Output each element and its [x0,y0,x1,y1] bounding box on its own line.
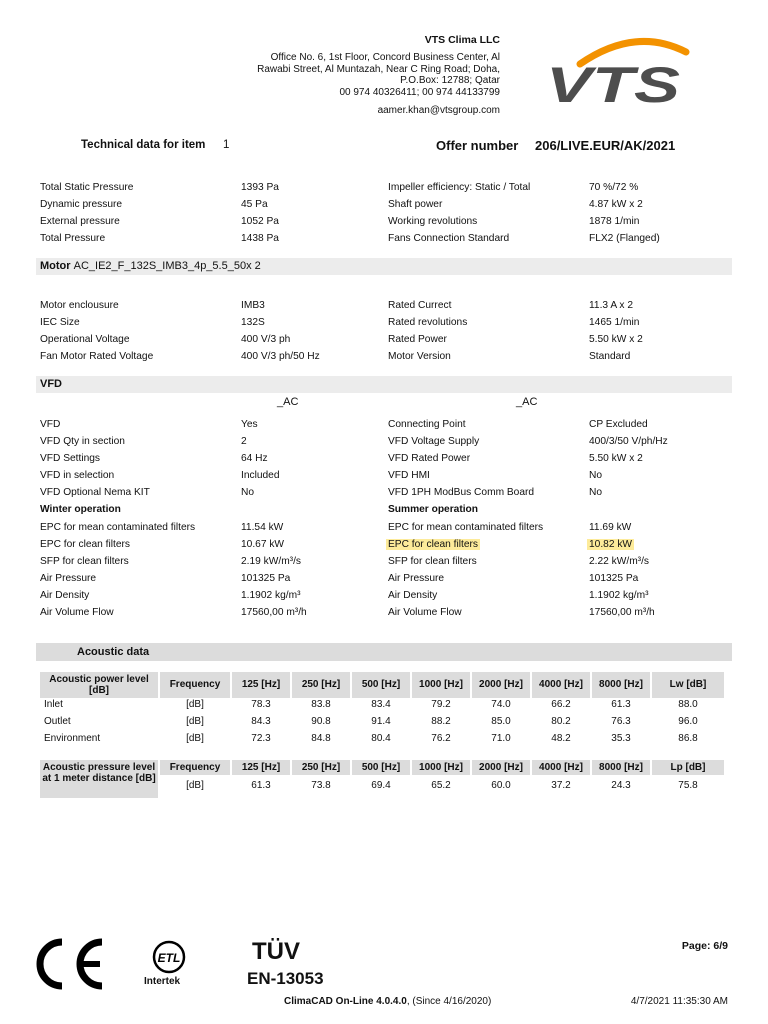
page-number: Page: 6/9 [681,940,728,952]
table-cell: 83.8 [311,699,331,710]
item-number: 1 [223,139,230,151]
param-label: VFD Optional Nema KIT [40,487,150,498]
param-label: VFD 1PH ModBus Comm Board [388,487,535,498]
table-cell: 76.2 [431,733,451,744]
param-value: 2.19 kW/m³/s [241,556,302,567]
vfd-data-row [0,451,768,468]
param-value: Yes [241,419,258,430]
table-header: 125 [Hz] [232,672,290,698]
en-standard-text: EN-13053 [247,969,324,988]
table-cell: 60.0 [491,780,511,791]
acoustic-section-header [36,643,732,661]
param-label: VFD Voltage Supply [388,436,480,447]
param-value: 1878 1/min [589,216,640,227]
app-since: , (Since 4/16/2020) [406,996,492,1007]
param-value: IMB3 [241,300,265,311]
param-value: Included [241,470,280,481]
table-cell: 83.4 [371,699,391,710]
table-header: 4000 [Hz] [532,672,590,698]
vfd-data-row [0,417,768,434]
table-cell: 71.0 [491,733,511,744]
row-label: Outlet [44,716,71,727]
param-label: VFD Rated Power [388,453,471,464]
motor-label: Motor [40,260,71,272]
print-timestamp: 4/7/2021 11:35:30 AM [630,996,728,1007]
company-name: VTS Clima LLC [424,34,500,46]
table-cell: 69.4 [371,780,391,791]
param-label: Rated revolutions [388,317,468,328]
param-label: Operational Voltage [40,334,130,345]
param-label: VFD [40,419,61,430]
table-cell: 65.2 [431,780,451,791]
param-value: 400/3/50 V/ph/Hz [589,436,668,447]
param-label: Air Pressure [40,573,97,584]
table-header: 8000 [Hz] [592,760,650,775]
technical-data-title: Technical data for item [81,139,206,151]
param-label: VFD HMI [388,470,430,481]
table-cell: 96.0 [678,716,698,727]
app-name: ClimaCAD On-Line 4.0.4.0 [284,996,407,1007]
param-label: Rated Currect [388,300,452,311]
contact-email: aamer.khan@vtsgroup.com [377,105,500,116]
table-cell: 80.2 [551,716,571,727]
fan-data-row [0,214,768,231]
motor-model: AC_IE2_F_132S_IMB3_4p_5.5_50x 2 [73,260,261,272]
table-cell: 80.4 [371,733,391,744]
logo-text: VTS [546,57,680,110]
operation-data-row [0,571,768,588]
table-cell: 37.2 [551,780,571,791]
param-label: IEC Size [40,317,80,328]
param-label: EPC for mean contaminated filters [40,522,196,533]
param-label: VFD in selection [40,470,115,481]
address-line: 00 974 40326411; 00 974 44133799 [339,86,500,98]
param-value: 132S [241,317,265,328]
table-cell: 48.2 [551,733,571,744]
offer-number-value: 206/LIVE.EUR/AK/2021 [535,138,676,153]
param-value: 70 %/72 % [589,182,639,193]
table-header: 4000 [Hz] [532,760,590,775]
table-cell: 66.2 [551,699,571,710]
param-label: Impeller efficiency: Static / Total [388,182,531,193]
param-value: 101325 Pa [589,573,639,584]
param-value: 4.87 kW x 2 [589,199,643,210]
etl-intertek-mark [138,940,198,990]
param-value: 2 [241,436,247,447]
power-table-corner: Acoustic power level [dB] [40,672,158,698]
param-label: Total Pressure [40,233,106,244]
param-label: Working revolutions [388,216,478,227]
table-cell: 76.3 [611,716,631,727]
param-value: 1.1902 kg/m³ [589,590,649,601]
motor-section-header [36,258,732,275]
row-label: Environment [44,733,101,744]
table-cell: [dB] [186,733,204,744]
table-header: Lp [dB] [652,760,724,775]
table-header: Frequency [160,672,230,698]
motor-data-row [0,349,768,366]
param-label: VFD Qty in section [40,436,125,447]
pressure-table-corner: Acoustic pressure level at 1 meter distance [dB] [40,760,158,798]
table-cell: 72.3 [251,733,271,744]
param-label: EPC for mean contaminated filters [388,522,544,533]
etl-icon [152,940,186,974]
table-header: Lw [dB] [652,672,724,698]
param-label: Connecting Point [388,419,466,430]
param-value: 1.1902 kg/m³ [241,590,301,601]
table-cell: 88.2 [431,716,451,727]
table-header: 8000 [Hz] [592,672,650,698]
offer-number-label: Offer number [436,138,519,153]
param-value: No [589,487,603,498]
table-cell: 84.3 [251,716,271,727]
param-value: FLX2 (Flanged) [589,233,660,244]
table-cell: 88.0 [678,699,698,710]
table-header: 1000 [Hz] [412,672,470,698]
table-header: 500 [Hz] [352,672,410,698]
table-cell: 75.8 [678,780,698,791]
param-value: No [241,487,255,498]
vfd-label: VFD [40,378,62,390]
param-label: Air Density [40,590,90,601]
param-label: SFP for clean filters [40,556,129,567]
param-value: 400 V/3 ph [241,334,291,345]
param-value: 400 V/3 ph/50 Hz [241,351,320,362]
summer-operation-title: Summer operation [388,504,479,515]
param-label: Total Static Pressure [40,182,134,193]
vfd-data-row [0,468,768,485]
param-label: Air Density [388,590,438,601]
param-value: 10.67 kW [241,539,285,550]
row-label: Inlet [44,699,63,710]
table-cell: [dB] [186,699,204,710]
operation-data-row [0,588,768,605]
param-label: Motor enclousure [40,300,119,311]
param-label: Fans Connection Standard [388,233,510,244]
param-label: EPC for clean filters [40,539,131,550]
table-cell: 78.3 [251,699,271,710]
param-label: External pressure [40,216,120,227]
table-header: 250 [Hz] [292,672,350,698]
operation-titles-row [0,502,768,519]
motor-data-row [0,315,768,332]
param-label: Shaft power [388,199,443,210]
param-value: 45 Pa [241,199,268,210]
address-line: Office No. 6, 1st Floor, Concord Business Center, Al [270,52,500,63]
table-cell: 84.8 [311,733,331,744]
table-header: 125 [Hz] [232,760,290,775]
param-label: VFD Settings [40,453,101,464]
param-label: Rated Power [388,334,447,345]
param-value: 17560,00 m³/h [241,607,307,618]
table-cell: 91.4 [371,716,391,727]
param-value: 5.50 kW x 2 [589,453,643,464]
vts-logo [540,30,690,110]
table-header: 250 [Hz] [292,760,350,775]
fan-data-row [0,231,768,248]
table-cell: 61.3 [611,699,631,710]
param-value: No [589,470,603,481]
param-label: Air Pressure [388,573,445,584]
param-value: 17560,00 m³/h [589,607,655,618]
software-version [284,996,491,1007]
param-label: Motor Version [388,351,451,362]
highlighted-param-label: EPC for clean filters [388,539,479,550]
table-cell: 73.8 [311,780,331,791]
vfd-section-header [36,376,732,393]
table-cell: 79.2 [431,699,451,710]
table-header: 2000 [Hz] [472,760,530,775]
vfd-data-row [0,434,768,451]
param-value: 1052 Pa [241,216,279,227]
operation-data-row [0,537,768,554]
table-cell: 74.0 [491,699,511,710]
table-cell: [dB] [186,716,204,727]
param-label: Air Volume Flow [40,607,114,618]
param-value: 5.50 kW x 2 [589,334,643,345]
motor-data-row [0,298,768,315]
param-value: 1438 Pa [241,233,279,244]
operation-data-row [0,520,768,537]
table-cell: 90.8 [311,716,331,727]
motor-data-row [0,332,768,349]
table-cell: 24.3 [611,780,631,791]
param-value: 101325 Pa [241,573,291,584]
param-label: Dynamic pressure [40,199,123,210]
table-header: 1000 [Hz] [412,760,470,775]
param-label: SFP for clean filters [388,556,477,567]
param-label: Fan Motor Rated Voltage [40,351,154,362]
address-line: Rawabi Street, Al Muntazah, Near C Ring Road; Doha, [257,63,500,75]
table-cell: 85.0 [491,716,511,727]
param-label: Air Volume Flow [388,607,462,618]
param-value: 64 Hz [241,453,268,464]
table-cell: 35.3 [611,733,631,744]
operation-data-row [0,554,768,571]
param-value: 1393 Pa [241,182,279,193]
param-value: CP Excluded [589,419,648,430]
param-value: 1465 1/min [589,317,640,328]
param-value: 11.54 kW [241,522,284,533]
fan-data-row [0,197,768,214]
table-header: 500 [Hz] [352,760,410,775]
winter-operation-title: Winter operation [40,504,121,515]
fan-data-row [0,180,768,197]
vfd-data-row [0,485,768,502]
param-value: 11.3 A x 2 [589,300,633,311]
address-line: P.O.Box: 12788; Qatar [400,75,500,86]
table-header: 2000 [Hz] [472,672,530,698]
table-header: Frequency [160,760,230,775]
ce-mark-icon [34,936,108,992]
etl-text: ETL [157,951,181,965]
table-cell: 86.8 [678,733,698,744]
table-cell: [dB] [186,780,204,791]
param-value: Standard [589,351,631,362]
highlighted-param-value: 10.82 kW [589,539,633,550]
acoustic-title: Acoustic data [77,646,150,658]
vfd-ac-label-right: _AC [516,396,538,408]
vfd-ac-label-left: _AC [277,396,299,408]
company-address [230,52,500,98]
tuv-text: TÜV [252,938,300,965]
intertek-text: Intertek [144,976,181,987]
operation-data-row [0,605,768,622]
table-cell: 61.3 [251,780,271,791]
param-value: 11.69 kW [589,522,632,533]
param-value: 2.22 kW/m³/s [589,556,650,567]
